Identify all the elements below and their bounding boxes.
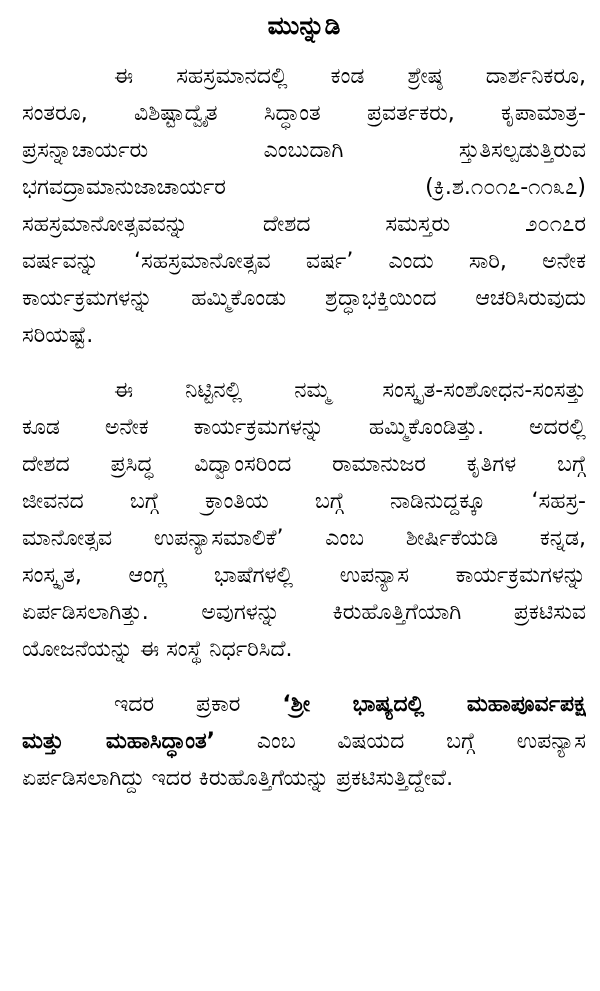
text-line: ಮಾನೋತ್ಸವ ಉಪನ್ಯಾಸಮಾಲಿಕೆ’ ಎಂಬ ಶೀರ್ಷಿಕೆಯಡಿ ಕನ್ನಡ, — [22, 526, 586, 551]
text-line: ಕೂಡ ಅನೇಕ ಕಾರ್ಯಕ್ರಮಗಳನ್ನು ಹಮ್ಮಿಕೊಂಡಿತ್ತು. ಅದರಲ್ಲಿ — [22, 415, 586, 440]
text-line: ಜೀವನದ ಬಗ್ಗೆ ಕ್ರಾಂತಿಯ ಬಗ್ಗೆ ನಾಡಿನುದ್ದಕ್ಕೂ ‘ಸಹಸ್ರ- — [22, 489, 586, 514]
text-line: ಭಗವದ್ರಾಮಾನುಜಾಚಾರ್ಯರ (ಕ್ರಿ.ಶ.೧೦೧೭-೧೧೩೭) — [22, 175, 586, 200]
text-line: ಏರ್ಪಡಿಸಲಾಗಿತ್ತು. ಅವುಗಳನ್ನು ಕಿರುಹೊತ್ತಿಗೆಯಾಗಿ ಪ್ರಕಟಿಸುವ — [22, 600, 586, 625]
text-line: ಸಂತರೂ, ವಿಶಿಷ್ಟಾದ್ವೈತ ಸಿದ್ಧಾಂತ ಪ್ರವರ್ತಕರು, ಕೃಪಾಮಾತ್ರ- — [22, 101, 586, 126]
text-line — [22, 723, 586, 760]
text-line: ಈ ಸಹಸ್ರಮಾನದಲ್ಲಿ ಕಂಡ ಶ್ರೇಷ್ಠ ದಾರ್ಶನಿಕರೂ, — [114, 64, 586, 89]
text-line: ಪ್ರಸನ್ನಾಚಾರ್ಯರು ಎಂಬುದಾಗಿ ಸ್ತುತಿಸಲ್ಪಡುತ್ತಿರುವ — [22, 138, 586, 163]
text-line: ವರ್ಷವನ್ನು ‘ಸಹಸ್ರಮಾನೋತ್ಸವ ವರ್ಷ’ ಎಂದು ಸಾರಿ, ಅನೇಕ — [22, 249, 586, 274]
text-line: ಕಾರ್ಯಕ್ರಮಗಳನ್ನು ಹಮ್ಮಿಕೊಂಡು ಶ್ರದ್ಧಾಭಕ್ತಿಯಿಂದ ಆಚರಿಸಿರುವುದು — [22, 286, 586, 311]
text-line: ಸಂಸ್ಕೃತ, ಆಂಗ್ಲ ಭಾಷೆಗಳಲ್ಲಿ ಉಪನ್ಯಾಸ ಕಾರ್ಯಕ್ರಮಗಳನ್ನು — [22, 563, 586, 588]
text-line — [22, 686, 586, 723]
line-prefix: ಇದರ ಪ್ರಕಾರ — [114, 692, 283, 717]
text-line: ಈ ನಿಟ್ಟಿನಲ್ಲಿ ನಮ್ಮ ಸಂಸ್ಕೃತ-ಸಂಶೋಧನ-ಸಂಸತ್ತು — [114, 378, 586, 403]
text-line: ಯೋಜನೆಯನ್ನು ಈ ಸಂಸ್ಥೆ ನಿರ್ಧರಿಸಿದೆ. — [22, 637, 293, 662]
paragraph-2 — [22, 372, 586, 668]
book-title-part-2: ಮತ್ತು ಮಹಾಸಿದ್ಧಾಂತ’ — [22, 729, 216, 754]
text-line: ದೇಶದ ಪ್ರಸಿದ್ಧ ವಿದ್ವಾಂಸರಿಂದ ರಾಮಾನುಜರ ಕೃತಿಗಳ ಬಗ್ಗೆ — [22, 452, 586, 477]
text-line: ಸರಿಯಷ್ಟೆ. — [22, 323, 94, 348]
paragraph-3 — [22, 686, 586, 797]
book-title-part-1: ‘ಶ್ರೀ ಭಾಷ್ಯದಲ್ಲಿ ಮಹಾಪೂರ್ವಪಕ್ಷ — [282, 692, 586, 717]
line-rest: ಎಂಬ ವಿಷಯದ ಬಗ್ಗೆ ಉಪನ್ಯಾಸ — [215, 729, 586, 754]
page-title: ಮುನ್ನುಡಿ — [267, 11, 341, 40]
text-line: ಸಹಸ್ರಮಾನೋತ್ಸವವನ್ನು ದೇಶದ ಸಮಸ್ತರು ೨೦೧೭ರ — [22, 212, 586, 237]
paragraph-1 — [22, 58, 586, 354]
text-line: ಏರ್ಪಡಿಸಲಾಗಿದ್ದು ಇದರ ಕಿರುಹೊತ್ತಿಗೆಯನ್ನು ಪ್ರಕಟಿಸುತ್ತಿದ್ದೇವೆ. — [22, 766, 454, 791]
